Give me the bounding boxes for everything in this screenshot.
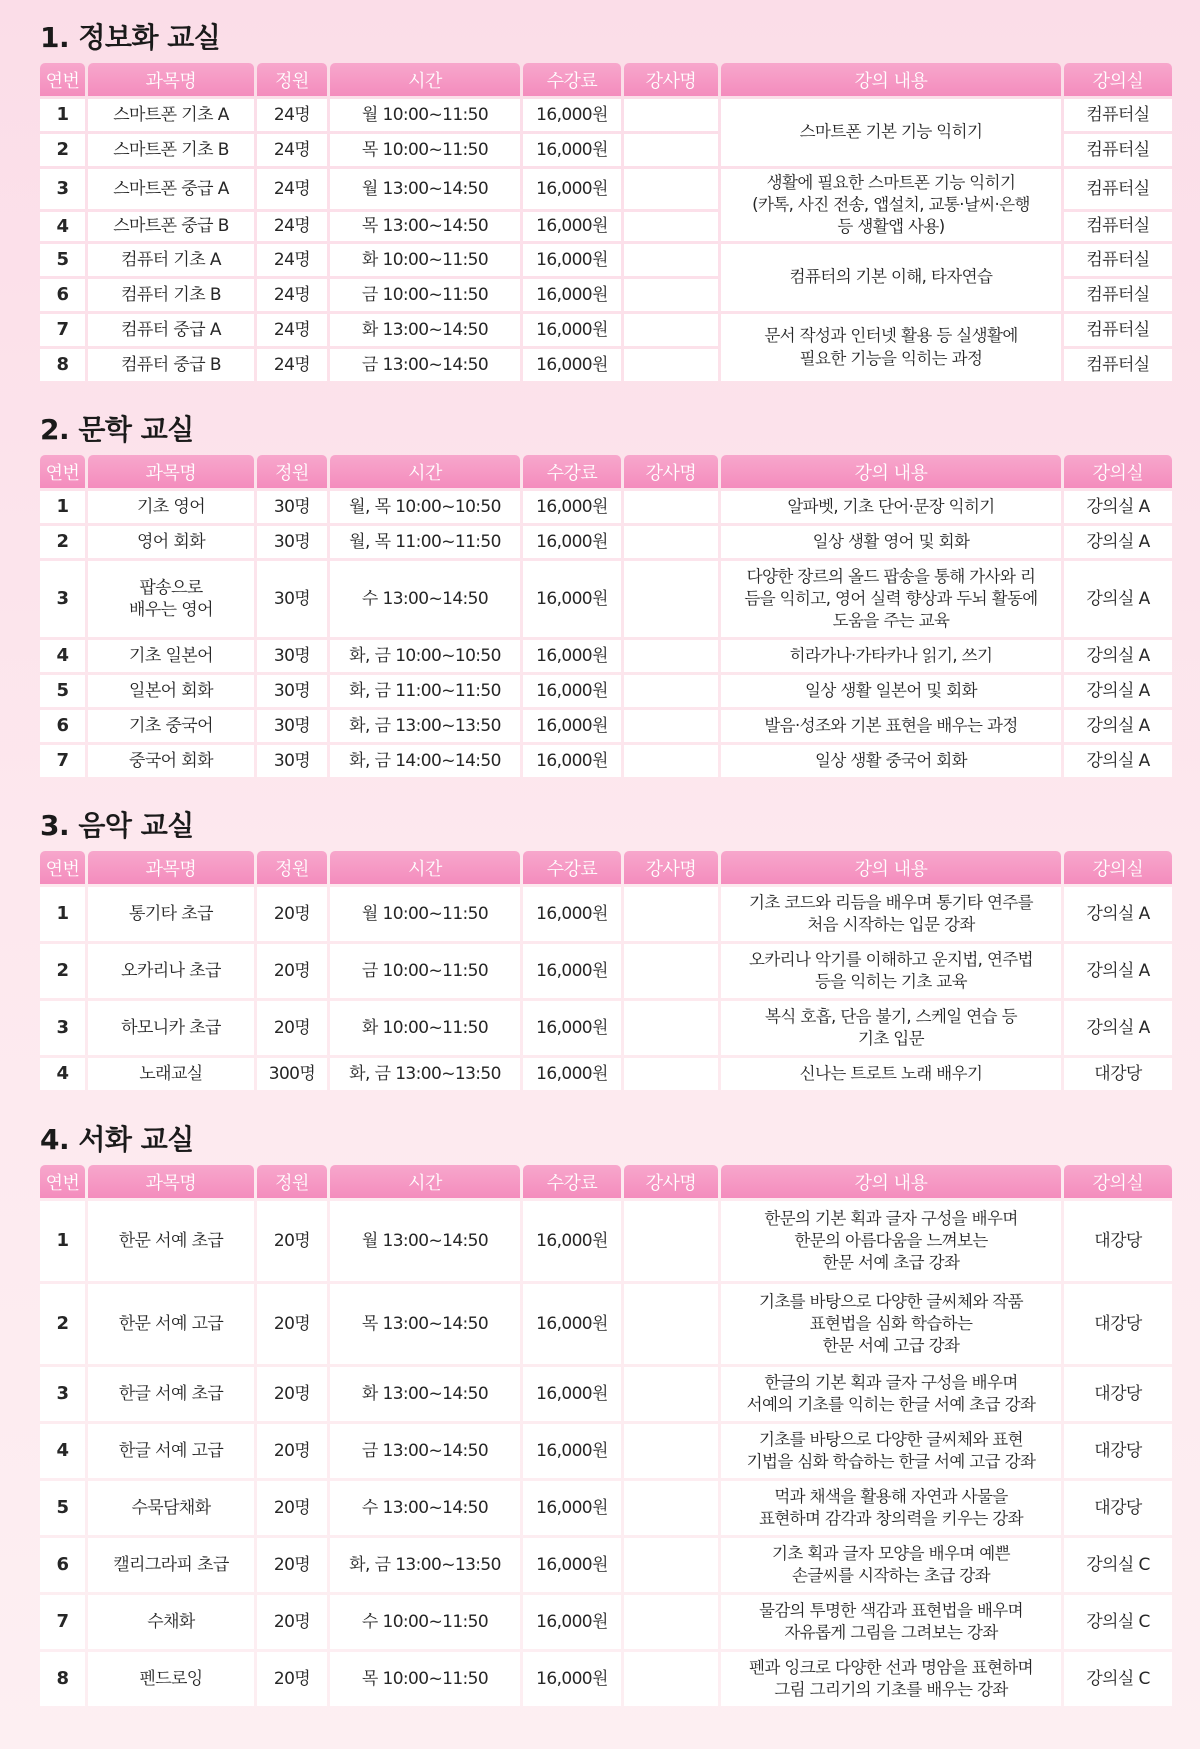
time: 금 10:00~11:50 xyxy=(330,279,520,311)
capacity: 20명 xyxy=(257,1424,327,1478)
room: 컴퓨터실 xyxy=(1064,244,1172,276)
instructor xyxy=(624,640,718,672)
row-number: 4 xyxy=(40,1058,85,1090)
table-row xyxy=(40,887,1172,941)
fee: 16,000원 xyxy=(523,1538,621,1592)
time: 화 10:00~11:50 xyxy=(330,1001,520,1055)
capacity: 24명 xyxy=(257,169,327,209)
header-fee: 수강료 xyxy=(523,455,621,488)
table-row xyxy=(40,1538,1172,1592)
table-row xyxy=(40,1595,1172,1649)
instructor xyxy=(624,1284,718,1364)
instructor xyxy=(624,244,718,276)
table-row xyxy=(40,526,1172,558)
row-number: 1 xyxy=(40,1201,85,1281)
time: 월 10:00~11:50 xyxy=(330,887,520,941)
header-fee: 수강료 xyxy=(523,851,621,884)
room: 강의실 C xyxy=(1064,1538,1172,1592)
subject-name: 한문 서예 초급 xyxy=(88,1201,254,1281)
header-room: 강의실 xyxy=(1064,851,1172,884)
instructor xyxy=(624,212,718,241)
subject-name: 수묵담채화 xyxy=(88,1481,254,1535)
header-fee: 수강료 xyxy=(523,63,621,96)
time: 월 10:00~11:50 xyxy=(330,99,520,131)
content: 히라가나·가타카나 읽기, 쓰기 xyxy=(721,640,1061,672)
content: 발음·성조와 기본 표현을 배우는 과정 xyxy=(721,710,1061,742)
time: 월 13:00~14:50 xyxy=(330,1201,520,1281)
header-room: 강의실 xyxy=(1064,1165,1172,1198)
table-row xyxy=(40,710,1172,742)
subject-name: 스마트폰 기초 A xyxy=(88,99,254,131)
fee: 16,000원 xyxy=(523,1058,621,1090)
subject-name: 통기타 초급 xyxy=(88,887,254,941)
room: 컴퓨터실 xyxy=(1064,314,1172,346)
table-row xyxy=(40,1284,1172,1364)
row-number: 1 xyxy=(40,887,85,941)
fee: 16,000원 xyxy=(523,1367,621,1421)
fee: 16,000원 xyxy=(523,561,621,637)
row-number: 3 xyxy=(40,169,85,209)
header-instructor: 강사명 xyxy=(624,851,718,884)
content: 다양한 장르의 올드 팝송을 통해 가사와 리 듬을 익히고, 영어 실력 향상과 두뇌 활동에 도움을 주는 교육 xyxy=(721,561,1061,637)
time: 수 10:00~11:50 xyxy=(330,1595,520,1649)
room: 강의실 A xyxy=(1064,1001,1172,1055)
capacity: 24명 xyxy=(257,99,327,131)
header-capacity: 정원 xyxy=(257,1165,327,1198)
time: 수 13:00~14:50 xyxy=(330,561,520,637)
instructor xyxy=(624,1367,718,1421)
fee: 16,000원 xyxy=(523,1001,621,1055)
row-number: 7 xyxy=(40,745,85,777)
instructor xyxy=(624,1201,718,1281)
instructor xyxy=(624,1595,718,1649)
capacity: 24명 xyxy=(257,314,327,346)
instructor xyxy=(624,1001,718,1055)
instructor xyxy=(624,526,718,558)
time: 목 13:00~14:50 xyxy=(330,1284,520,1364)
instructor xyxy=(624,349,718,381)
row-number: 3 xyxy=(40,1001,85,1055)
row-number: 3 xyxy=(40,1367,85,1421)
row-number: 5 xyxy=(40,244,85,276)
row-number: 4 xyxy=(40,640,85,672)
header-room: 강의실 xyxy=(1064,63,1172,96)
capacity: 20명 xyxy=(257,1001,327,1055)
row-number: 7 xyxy=(40,314,85,346)
table-header xyxy=(40,63,1172,96)
fee: 16,000원 xyxy=(523,99,621,131)
time: 수 13:00~14:50 xyxy=(330,1481,520,1535)
subject-name: 한글 서예 초급 xyxy=(88,1367,254,1421)
fee: 16,000원 xyxy=(523,1424,621,1478)
fee: 16,000원 xyxy=(523,314,621,346)
header-capacity: 정원 xyxy=(257,63,327,96)
header-time: 시간 xyxy=(330,455,520,488)
room: 대강당 xyxy=(1064,1201,1172,1281)
content: 기초를 바탕으로 다양한 글씨체와 표현 기법을 심화 학습하는 한글 서예 고급 강좌 xyxy=(721,1424,1061,1478)
table-row xyxy=(40,1058,1172,1090)
row-number: 5 xyxy=(40,1481,85,1535)
room: 강의실 A xyxy=(1064,491,1172,523)
header-capacity: 정원 xyxy=(257,455,327,488)
row-number: 4 xyxy=(40,1424,85,1478)
subject-name: 컴퓨터 중급 B xyxy=(88,349,254,381)
capacity: 24명 xyxy=(257,212,327,241)
room: 강의실 A xyxy=(1064,675,1172,707)
table-row xyxy=(40,491,1172,523)
instructor xyxy=(624,1058,718,1090)
instructor xyxy=(624,1538,718,1592)
subject-name: 스마트폰 중급 B xyxy=(88,212,254,241)
table-row xyxy=(40,1001,1172,1055)
fee: 16,000원 xyxy=(523,1652,621,1706)
room: 강의실 A xyxy=(1064,745,1172,777)
content: 기초 획과 글자 모양을 배우며 예쁜 손글씨를 시작하는 초급 강좌 xyxy=(721,1538,1061,1592)
content: 기초를 바탕으로 다양한 글씨체와 작품 표현법을 심화 학습하는 한문 서예 고급 강좌 xyxy=(721,1284,1061,1364)
header-content: 강의 내용 xyxy=(721,63,1061,96)
header-no: 연번 xyxy=(40,455,85,488)
fee: 16,000원 xyxy=(523,279,621,311)
instructor xyxy=(624,314,718,346)
row-number: 5 xyxy=(40,675,85,707)
time: 목 10:00~11:50 xyxy=(330,134,520,166)
header-subject: 과목명 xyxy=(88,455,254,488)
header-room: 강의실 xyxy=(1064,455,1172,488)
section-music xyxy=(40,804,1160,1093)
capacity: 20명 xyxy=(257,1481,327,1535)
room: 컴퓨터실 xyxy=(1064,212,1172,241)
subject-name: 중국어 회화 xyxy=(88,745,254,777)
capacity: 30명 xyxy=(257,710,327,742)
table-row xyxy=(40,244,1172,276)
fee: 16,000원 xyxy=(523,944,621,998)
row-number: 6 xyxy=(40,710,85,742)
section-title: 1. 정보화 교실 xyxy=(40,21,221,54)
subject-name: 일본어 회화 xyxy=(88,675,254,707)
room: 컴퓨터실 xyxy=(1064,279,1172,311)
time: 화, 금 11:00~11:50 xyxy=(330,675,520,707)
capacity: 24명 xyxy=(257,134,327,166)
fee: 16,000원 xyxy=(523,887,621,941)
subject-name: 한글 서예 고급 xyxy=(88,1424,254,1478)
header-no: 연번 xyxy=(40,63,85,96)
header-capacity: 정원 xyxy=(257,851,327,884)
row-number: 6 xyxy=(40,1538,85,1592)
time: 금 13:00~14:50 xyxy=(330,1424,520,1478)
time: 월 13:00~14:50 xyxy=(330,169,520,209)
time: 월, 목 10:00~10:50 xyxy=(330,491,520,523)
room: 컴퓨터실 xyxy=(1064,169,1172,209)
capacity: 30명 xyxy=(257,561,327,637)
table-row xyxy=(40,745,1172,777)
capacity: 20명 xyxy=(257,1367,327,1421)
time: 금 13:00~14:50 xyxy=(330,349,520,381)
header-content: 강의 내용 xyxy=(721,1165,1061,1198)
fee: 16,000원 xyxy=(523,640,621,672)
table-row xyxy=(40,640,1172,672)
subject-name: 기초 영어 xyxy=(88,491,254,523)
row-number: 8 xyxy=(40,1652,85,1706)
capacity: 20명 xyxy=(257,1284,327,1364)
fee: 16,000원 xyxy=(523,1284,621,1364)
table-row xyxy=(40,561,1172,637)
time: 목 10:00~11:50 xyxy=(330,1652,520,1706)
instructor xyxy=(624,169,718,209)
row-number: 1 xyxy=(40,491,85,523)
room: 대강당 xyxy=(1064,1058,1172,1090)
fee: 16,000원 xyxy=(523,491,621,523)
header-no: 연번 xyxy=(40,851,85,884)
subject-name: 스마트폰 중급 A xyxy=(88,169,254,209)
content: 문서 작성과 인터넷 활용 등 실생활에 필요한 기능을 익히는 과정 xyxy=(721,314,1061,381)
time: 화, 금 13:00~13:50 xyxy=(330,1058,520,1090)
room: 컴퓨터실 xyxy=(1064,349,1172,381)
room: 대강당 xyxy=(1064,1481,1172,1535)
time: 화 10:00~11:50 xyxy=(330,244,520,276)
row-number: 8 xyxy=(40,349,85,381)
capacity: 20명 xyxy=(257,1652,327,1706)
instructor xyxy=(624,1424,718,1478)
section-title: 3. 음악 교실 xyxy=(40,809,194,842)
room: 강의실 A xyxy=(1064,944,1172,998)
content: 신나는 트로트 노래 배우기 xyxy=(721,1058,1061,1090)
table-header xyxy=(40,1165,1172,1198)
room: 강의실 A xyxy=(1064,887,1172,941)
table-row xyxy=(40,169,1172,209)
room: 강의실 C xyxy=(1064,1595,1172,1649)
capacity: 20명 xyxy=(257,887,327,941)
content: 스마트폰 기본 기능 익히기 xyxy=(721,99,1061,166)
section-calligraphy xyxy=(40,1118,1160,1709)
subject-name: 한문 서예 고급 xyxy=(88,1284,254,1364)
time: 화, 금 10:00~10:50 xyxy=(330,640,520,672)
room: 강의실 A xyxy=(1064,640,1172,672)
capacity: 300명 xyxy=(257,1058,327,1090)
header-fee: 수강료 xyxy=(523,1165,621,1198)
fee: 16,000원 xyxy=(523,212,621,241)
table-row xyxy=(40,314,1172,346)
instructor xyxy=(624,1652,718,1706)
capacity: 20명 xyxy=(257,1595,327,1649)
subject-name: 스마트폰 기초 B xyxy=(88,134,254,166)
fee: 16,000원 xyxy=(523,745,621,777)
time: 화 13:00~14:50 xyxy=(330,314,520,346)
instructor xyxy=(624,710,718,742)
capacity: 30명 xyxy=(257,675,327,707)
fee: 16,000원 xyxy=(523,710,621,742)
content: 오카리나 악기를 이해하고 운지법, 연주법 등을 익히는 기초 교육 xyxy=(721,944,1061,998)
capacity: 30명 xyxy=(257,640,327,672)
content: 먹과 채색을 활용해 자연과 사물을 표현하며 감각과 창의력을 키우는 강좌 xyxy=(721,1481,1061,1535)
content: 일상 생활 일본어 및 회화 xyxy=(721,675,1061,707)
row-number: 2 xyxy=(40,1284,85,1364)
subject-name: 컴퓨터 기초 B xyxy=(88,279,254,311)
course-table xyxy=(37,848,1175,1093)
fee: 16,000원 xyxy=(523,169,621,209)
subject-name: 캘리그라피 초급 xyxy=(88,1538,254,1592)
table-row xyxy=(40,1481,1172,1535)
section-title: 2. 문학 교실 xyxy=(40,413,194,446)
fee: 16,000원 xyxy=(523,1595,621,1649)
instructor xyxy=(624,887,718,941)
capacity: 24명 xyxy=(257,279,327,311)
time: 화, 금 14:00~14:50 xyxy=(330,745,520,777)
header-subject: 과목명 xyxy=(88,1165,254,1198)
section-info xyxy=(40,16,1160,384)
instructor xyxy=(624,745,718,777)
subject-name: 오카리나 초급 xyxy=(88,944,254,998)
row-number: 2 xyxy=(40,134,85,166)
room: 컴퓨터실 xyxy=(1064,134,1172,166)
fee: 16,000원 xyxy=(523,526,621,558)
table-row xyxy=(40,675,1172,707)
table-row xyxy=(40,1201,1172,1281)
subject-name: 컴퓨터 기초 A xyxy=(88,244,254,276)
subject-name: 수채화 xyxy=(88,1595,254,1649)
subject-name: 팝송으로 배우는 영어 xyxy=(88,561,254,637)
capacity: 20명 xyxy=(257,944,327,998)
subject-name: 영어 회화 xyxy=(88,526,254,558)
capacity: 20명 xyxy=(257,1201,327,1281)
fee: 16,000원 xyxy=(523,1201,621,1281)
header-time: 시간 xyxy=(330,1165,520,1198)
header-time: 시간 xyxy=(330,63,520,96)
row-number: 1 xyxy=(40,99,85,131)
instructor xyxy=(624,1481,718,1535)
content: 알파벳, 기초 단어·문장 익히기 xyxy=(721,491,1061,523)
section-literature xyxy=(40,408,1160,780)
room: 대강당 xyxy=(1064,1424,1172,1478)
content: 펜과 잉크로 다양한 선과 명암을 표현하며 그림 그리기의 기초를 배우는 강좌 xyxy=(721,1652,1061,1706)
course-table xyxy=(37,60,1175,384)
capacity: 30명 xyxy=(257,745,327,777)
subject-name: 노래교실 xyxy=(88,1058,254,1090)
content: 생활에 필요한 스마트폰 기능 익히기 (카톡, 사진 전송, 앱설치, 교통·날씨·은행 등 생활앱 사용) xyxy=(721,169,1061,241)
room: 강의실 A xyxy=(1064,561,1172,637)
time: 금 10:00~11:50 xyxy=(330,944,520,998)
fee: 16,000원 xyxy=(523,675,621,707)
fee: 16,000원 xyxy=(523,349,621,381)
subject-name: 펜드로잉 xyxy=(88,1652,254,1706)
instructor xyxy=(624,944,718,998)
table-row xyxy=(40,1367,1172,1421)
table-header xyxy=(40,455,1172,488)
table-row xyxy=(40,1424,1172,1478)
content: 일상 생활 중국어 회화 xyxy=(721,745,1061,777)
course-table xyxy=(37,1162,1175,1709)
header-no: 연번 xyxy=(40,1165,85,1198)
capacity: 20명 xyxy=(257,1538,327,1592)
time: 화, 금 13:00~13:50 xyxy=(330,710,520,742)
capacity: 24명 xyxy=(257,244,327,276)
table-row xyxy=(40,99,1172,131)
fee: 16,000원 xyxy=(523,134,621,166)
capacity: 24명 xyxy=(257,349,327,381)
table-row xyxy=(40,1652,1172,1706)
room: 강의실 A xyxy=(1064,526,1172,558)
content: 한글의 기본 획과 글자 구성을 배우며 서예의 기초를 익히는 한글 서예 초급 강좌 xyxy=(721,1367,1061,1421)
room: 강의실 A xyxy=(1064,710,1172,742)
subject-name: 기초 중국어 xyxy=(88,710,254,742)
header-subject: 과목명 xyxy=(88,851,254,884)
row-number: 6 xyxy=(40,279,85,311)
header-instructor: 강사명 xyxy=(624,63,718,96)
content: 복식 호흡, 단음 불기, 스케일 연습 등 기초 입문 xyxy=(721,1001,1061,1055)
header-content: 강의 내용 xyxy=(721,455,1061,488)
time: 목 13:00~14:50 xyxy=(330,212,520,241)
row-number: 3 xyxy=(40,561,85,637)
row-number: 2 xyxy=(40,944,85,998)
time: 화 13:00~14:50 xyxy=(330,1367,520,1421)
fee: 16,000원 xyxy=(523,244,621,276)
subject-name: 하모니카 초급 xyxy=(88,1001,254,1055)
table-row xyxy=(40,944,1172,998)
content: 한문의 기본 획과 글자 구성을 배우며 한문의 아름다움을 느껴보는 한문 서예 초급 강좌 xyxy=(721,1201,1061,1281)
instructor xyxy=(624,561,718,637)
instructor xyxy=(624,279,718,311)
fee: 16,000원 xyxy=(523,1481,621,1535)
content: 컴퓨터의 기본 이해, 타자연습 xyxy=(721,244,1061,311)
header-subject: 과목명 xyxy=(88,63,254,96)
time: 화, 금 13:00~13:50 xyxy=(330,1538,520,1592)
room: 강의실 C xyxy=(1064,1652,1172,1706)
capacity: 30명 xyxy=(257,491,327,523)
subject-name: 기초 일본어 xyxy=(88,640,254,672)
content: 기초 코드와 리듬을 배우며 통기타 연주를 처음 시작하는 입문 강좌 xyxy=(721,887,1061,941)
row-number: 7 xyxy=(40,1595,85,1649)
instructor xyxy=(624,491,718,523)
content: 물감의 투명한 색감과 표현법을 배우며 자유롭게 그림을 그려보는 강좌 xyxy=(721,1595,1061,1649)
time: 월, 목 11:00~11:50 xyxy=(330,526,520,558)
row-number: 4 xyxy=(40,212,85,241)
instructor xyxy=(624,134,718,166)
header-instructor: 강사명 xyxy=(624,455,718,488)
section-title: 4. 서화 교실 xyxy=(40,1123,194,1156)
header-content: 강의 내용 xyxy=(721,851,1061,884)
table-header xyxy=(40,851,1172,884)
header-time: 시간 xyxy=(330,851,520,884)
capacity: 30명 xyxy=(257,526,327,558)
instructor xyxy=(624,99,718,131)
course-table xyxy=(37,452,1175,780)
header-instructor: 강사명 xyxy=(624,1165,718,1198)
row-number: 2 xyxy=(40,526,85,558)
content: 일상 생활 영어 및 회화 xyxy=(721,526,1061,558)
room: 대강당 xyxy=(1064,1367,1172,1421)
room: 대강당 xyxy=(1064,1284,1172,1364)
instructor xyxy=(624,675,718,707)
subject-name: 컴퓨터 중급 A xyxy=(88,314,254,346)
room: 컴퓨터실 xyxy=(1064,99,1172,131)
